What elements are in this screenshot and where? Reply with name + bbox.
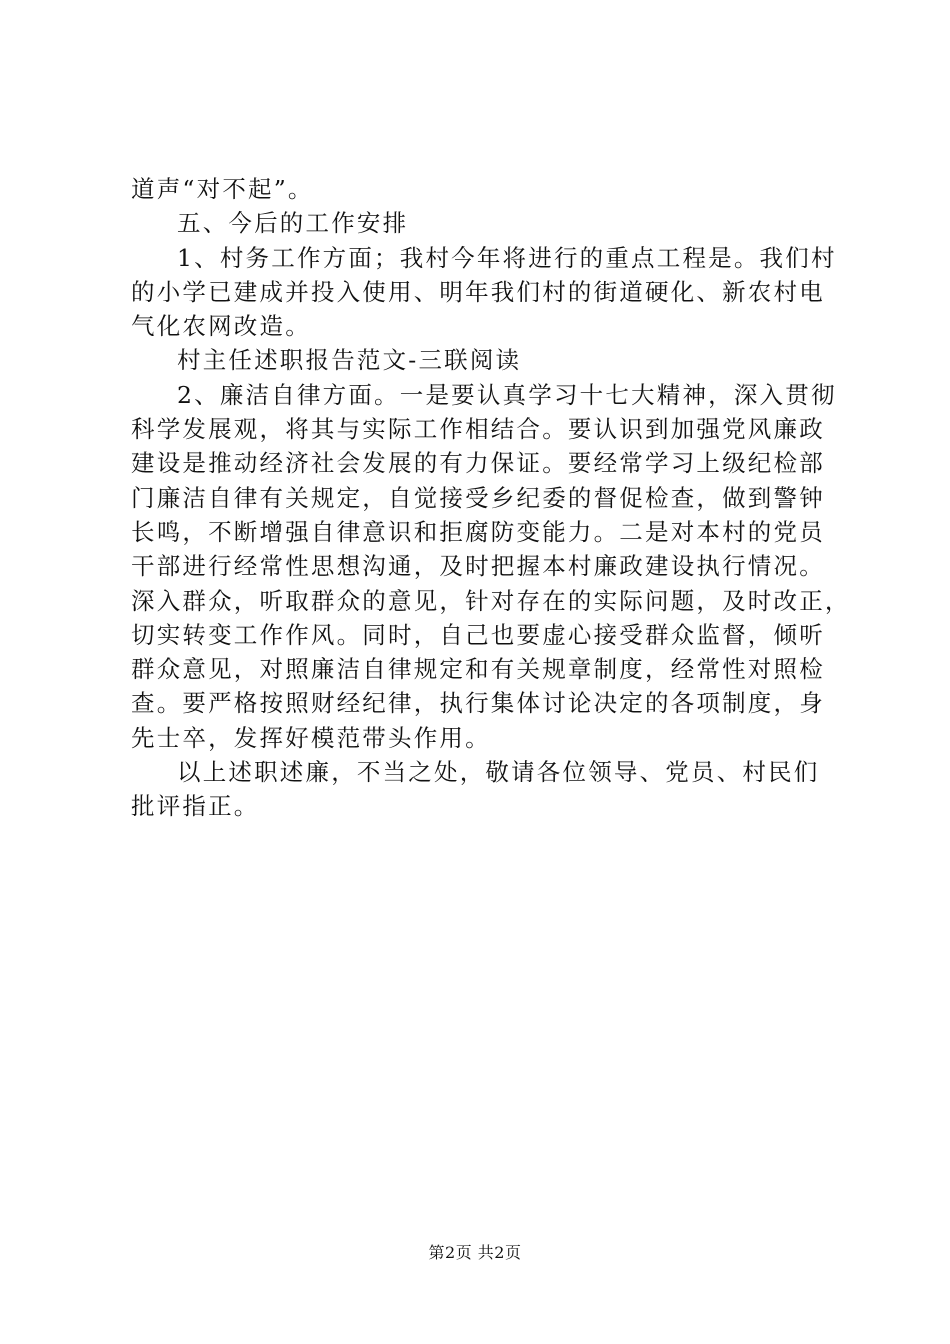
- text-line: 长鸣，不断增强自律意识和拒腐防变能力。二是对本村的党员: [131, 517, 825, 546]
- text-line: 门廉洁自律有关规定，自觉接受乡纪委的督促检查，做到警钟: [131, 483, 825, 512]
- text-line: 先士卒，发挥好模范带头作用。: [131, 723, 491, 752]
- text-line: 查。要严格按照财经纪律，执行集体讨论决定的各项制度，身: [131, 689, 825, 718]
- text-line: 科学发展观，将其与实际工作相结合。要认识到加强党风廉政: [131, 415, 825, 444]
- text-line: 干部进行经常性思想沟通，及时把握本村廉政建设执行情况。: [131, 552, 825, 581]
- document-body: [131, 172, 851, 824]
- text-line: 道声“对不起”。: [131, 175, 314, 203]
- text-line: 2、廉洁自律方面。一是要认真学习十七大精神，深入贯彻: [177, 380, 837, 409]
- text-line: 群众意见，对照廉洁自律规定和有关规章制度，经常性对照检: [131, 655, 825, 684]
- text-line: 1、村务工作方面；我村今年将进行的重点工程是。我们村: [177, 243, 837, 272]
- text-line: 建设是推动经济社会发展的有力保证。要经常学习上级纪检部: [131, 449, 825, 478]
- text-line: 气化农网改造。: [131, 312, 311, 341]
- text-line: 的小学已建成并投入使用、明年我们村的街道硬化、新农村电: [131, 277, 825, 306]
- text-line: 批评指正。: [131, 792, 260, 821]
- text-line: 深入群众，听取群众的意见，针对存在的实际问题，及时改正，: [131, 586, 851, 615]
- text-line: 以上述职述廉，不当之处，敬请各位领导、党员、村民们: [177, 758, 820, 787]
- text-line: 切实转变工作作风。同时，自己也要虚心接受群众监督，倾听: [131, 620, 825, 649]
- section-heading: 五、今后的工作安排: [177, 209, 409, 238]
- inserted-title-line: 村主任述职报告范文-三联阅读: [177, 346, 522, 375]
- page-number-footer: 第2页 共2页: [428, 1243, 522, 1262]
